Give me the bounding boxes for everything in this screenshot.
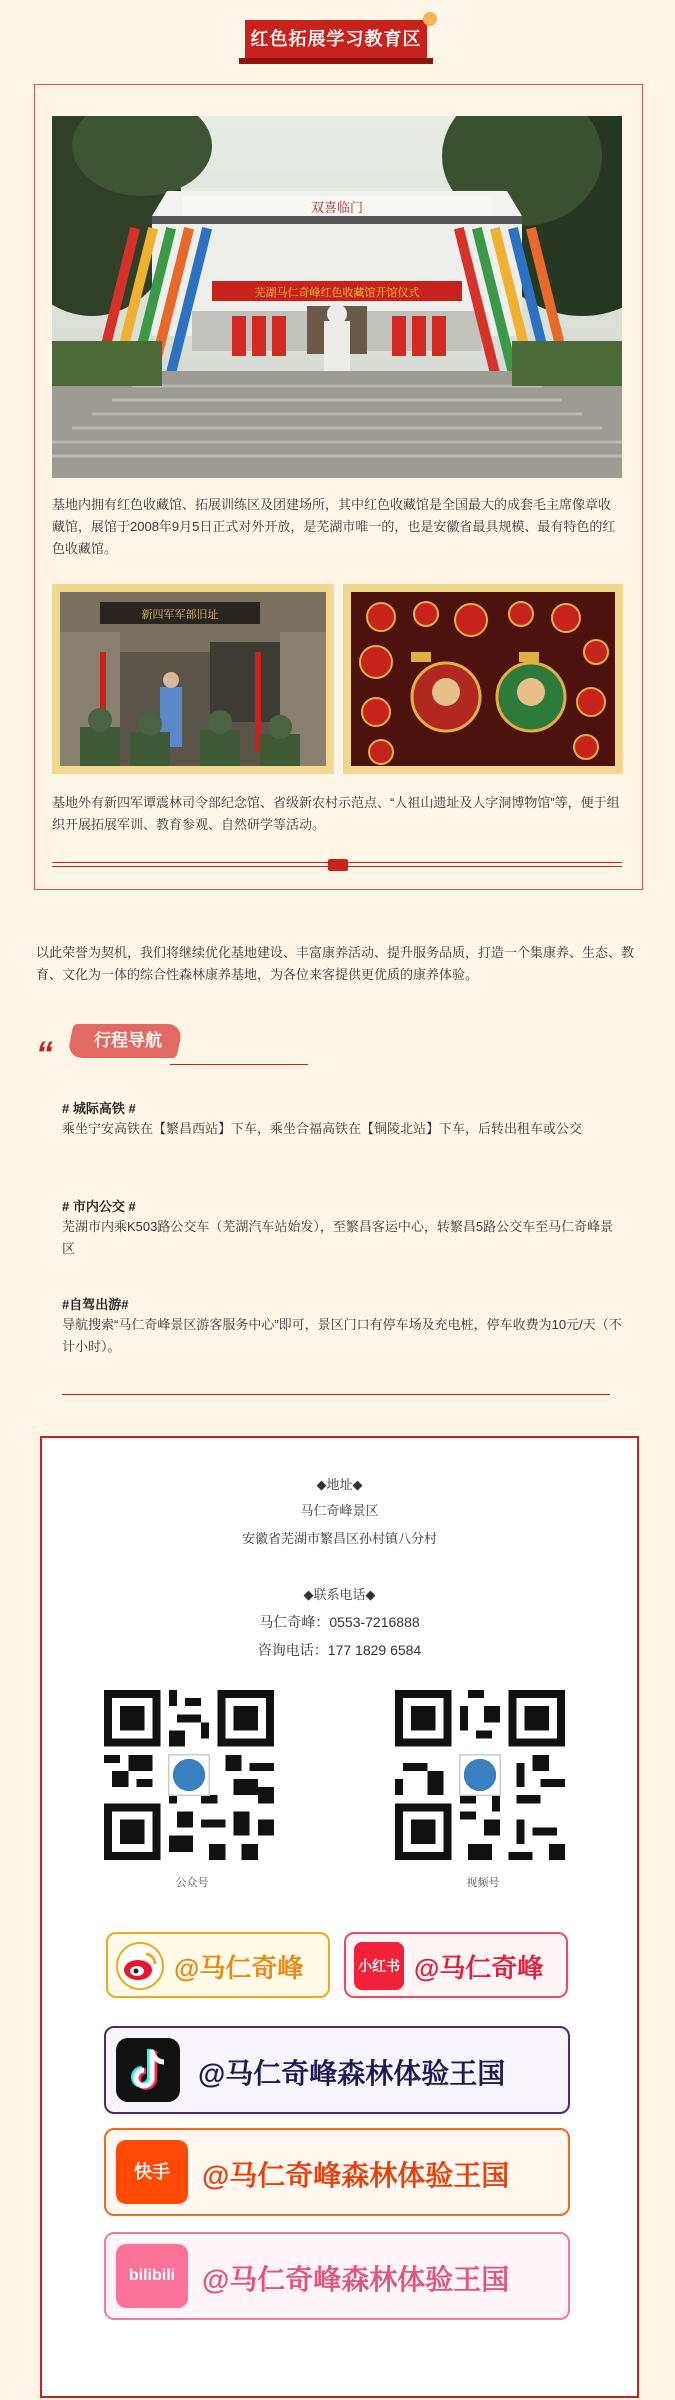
wechat-official-qr[interactable] [104, 1690, 274, 1860]
douyin-handle: @马仁奇峰森林体验王国 [198, 2058, 506, 2089]
qr-label-channels: 视频号 [466, 1877, 500, 1889]
xiaohongshu-button[interactable] [344, 1932, 568, 1998]
drive-heading: #自驾出游# [62, 1297, 129, 1312]
quote-mark-icon: “ [36, 1035, 53, 1073]
phone-consult[interactable]: 咨询电话：177 1829 6584 [257, 1642, 422, 1658]
kuaishou-icon [116, 2140, 188, 2204]
surroundings-description: 基地外有新四军谭震林司令部纪念馆、省级新农村示范点、“人祖山遗址及人字洞博物馆”等，便于组织开展拓展军训、教育参观、自然研学等活动。 [52, 795, 620, 832]
museum-photo [52, 116, 622, 478]
section-title [245, 20, 427, 58]
phone-title: ◆联系电话◆ [303, 1587, 376, 1602]
photo-banner-text: 芜湖马仁奇峰红色收藏馆开馆仪式 [254, 286, 420, 299]
xiaohongshu-icon: 小红书 [354, 1942, 404, 1990]
headquarters-photo [60, 592, 326, 766]
bilibili-logo-text: bilibili [128, 2267, 176, 2284]
weibo-button[interactable] [106, 1932, 330, 1998]
bilibili-button[interactable] [104, 2232, 570, 2320]
nav-end-divider [62, 1394, 610, 1395]
kuaishou-button[interactable] [104, 2128, 570, 2216]
rail-heading: # 城际高铁 # [62, 1101, 136, 1116]
nav-title-text: 行程导航 [94, 1031, 162, 1050]
nav-title [66, 1024, 183, 1058]
bus-heading: # 市内公交 # [62, 1199, 136, 1214]
wechat-channels-qr[interactable] [395, 1690, 565, 1860]
address-detail: 安徽省芜湖市繁昌区孙村镇八分村 [241, 1531, 437, 1546]
divider-ornament [328, 859, 348, 871]
closing-paragraph: 以此荣誉为契机，我们将继续优化基地建设、丰富康养活动、提升服务品质，打造一个集康养、生态、教育、文化为一体的综合性森林康养基地，为各位来客提供更优质的康养体验。 [36, 945, 635, 982]
kuaishou-logo-text: 快手 [134, 2162, 170, 2182]
section-title-text: 红色拓展学习教育区 [250, 29, 422, 49]
bus-text: 芜湖市内乘K503路公交车（芜湖汽车站始发），至繁昌客运中心，转繁昌5路公交车至马仁奇峰景区 [62, 1219, 614, 1256]
douyin-button[interactable] [104, 2026, 570, 2114]
address-title: ◆地址◆ [316, 1477, 363, 1492]
kuaishou-handle: @马仁奇峰森林体验王国 [202, 2160, 510, 2191]
douyin-icon [116, 2038, 180, 2102]
qr-label-official: 公众号 [175, 1877, 209, 1889]
address-name: 马仁奇峰景区 [300, 1503, 379, 1518]
weibo-handle: @马仁奇峰 [174, 1953, 304, 1983]
title-bar-decoration [239, 58, 433, 64]
xiaohongshu-handle: @马仁奇峰 [414, 1953, 544, 1983]
weibo-icon [116, 1942, 164, 1990]
rail-text: 乘坐宁安高铁在【繁昌西站】下车，乘坐合福高铁在【铜陵北站】下车，后转出租车或公交 [62, 1121, 583, 1136]
bilibili-handle: @马仁奇峰森林体验王国 [202, 2264, 510, 2295]
headquarters-sign: 新四军军部旧址 [141, 608, 219, 621]
title-dot-decoration [423, 12, 437, 26]
drive-text: 导航搜索“马仁奇峰景区游客服务中心”即可，景区门口有停车场及充电桩，停车收费为10元/天（不计小时）。 [62, 1317, 622, 1354]
phone-main[interactable]: 马仁奇峰：0553-7216888 [259, 1614, 420, 1630]
building-sign: 双喜临门 [310, 201, 364, 216]
museum-description: 基地内拥有红色收藏馆、拓展训练区及团建场所，其中红色收藏馆是全国最大的成套毛主席像章收藏馆，展馆于2008年9月5日正式对外开放，是芜湖市唯一的，也是安徽省最具规模、最有特色的红色收藏馆。 [52, 497, 616, 556]
badge-collection-photo [351, 592, 615, 766]
nav-title-underline [170, 1064, 308, 1065]
bilibili-icon [116, 2244, 188, 2308]
